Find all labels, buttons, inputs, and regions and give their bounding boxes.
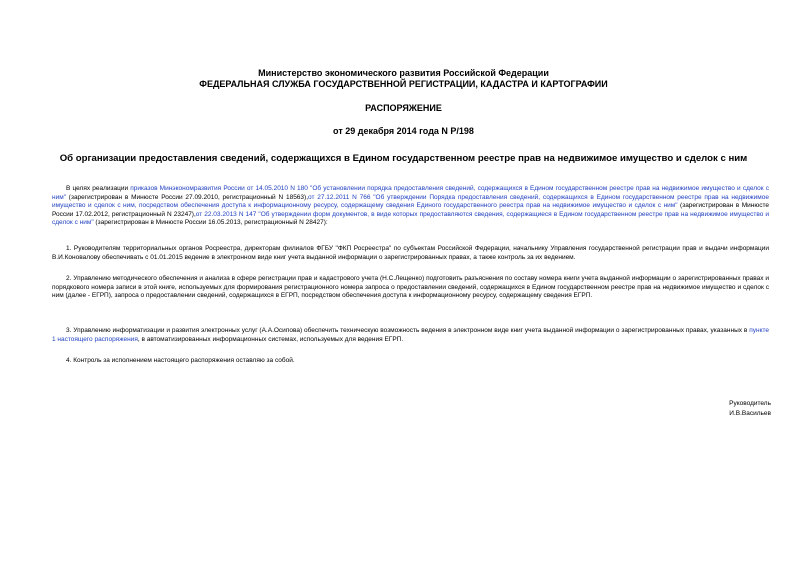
link-order-180[interactable]: приказов Минэкономразвития России от 14.05.2010 N 180 "Об установлении порядка предоставления сведений, содержащихся в Едином государственном реестре прав на недвижимое имущество и сделок с ним" (52, 185, 769, 201)
document-type: РАСПОРЯЖЕНИЕ (365, 103, 442, 113)
item-1-paragraph: 1. Руководителям территориальных органов Росреестра, директорам филиалов ФГБУ "ФКП Росреестра" по субъектам Российской Федерации, начальнику Управления государственной регистрации прав и выдачи информации В.И.Коновалову обеспечивать с 01.01.2015 ведение в электронном виде книг учета выданной информации о зарегистрированных правах, а также контроль за их ведением. (52, 245, 769, 261)
signatory-name: И.В.Васильев (729, 410, 771, 417)
ministry-name: Министерство экономического развития Российской Федерации (258, 68, 549, 78)
preamble-text-2: (зарегистрирован в Минюсте России 27.09.2010, регистрационный N 18563), (66, 193, 309, 201)
link-order-147[interactable]: от 22.03.2013 N 147 "Об утверждении форм документов, в виде которых предоставляются сведения, содержащиеся в Едином государственном реестре прав на недвижимое имущество и сделок с ним" (52, 210, 769, 227)
item-3-paragraph (52, 327, 769, 344)
document-title: Об организации предоставления сведений, содержащихся в Едином государственном реестре прав на недвижимое имущество и сделок с ним (59, 153, 748, 164)
link-item-1[interactable]: пункте 1 настоящего распоряжения (52, 327, 769, 343)
item-2-paragraph: 2. Управлению методического обеспечения и анализа в сфере регистрации прав и кадастрового учета (Н.С.Лещенко) подготовить разъяснения по составу номера книги учета выданной информации о зарегистрированных правах и порядкового номера записи в этой книге, используемых для формирования регистрационного номера запроса о предоставлении сведений, содержащихся в Едином государственном реестре прав на недвижимое имущество и сделок с ним (далее - ЕГРП), запроса о предоставлении сведений, содержащихся в ЕГРП, посредством обеспечения доступа к информационному ресурсу, содержащему сведения ЕГРП. (52, 275, 769, 300)
document-date: от 29 декабря 2014 года N Р/198 (333, 126, 474, 136)
service-name: ФЕДЕРАЛЬНАЯ СЛУЖБА ГОСУДАРСТВЕННОЙ РЕГИСТРАЦИИ, КАДАСТРА И КАРТОГРАФИИ (199, 79, 608, 89)
signature-block (729, 399, 771, 419)
item-3-text-b: , в автоматизированных информационных системах, используемых для ведения ЕГРП. (137, 335, 404, 343)
item-4-paragraph: 4. Контроль за исполнением настоящего распоряжения оставляю за собой. (66, 357, 295, 364)
preamble-text-4: (зарегистрирован в Минюсте России 16.05.2013, регистрационный N 28427): (93, 219, 328, 227)
preamble-text-3: (зарегистрирован в Минюсте России 17.02.2012, регистрационный N 23247), (52, 202, 769, 218)
preamble-paragraph (52, 185, 769, 228)
link-order-766[interactable]: от 27.12.2011 N 766 "Об утверждении Порядка предоставления сведений, содержащихся в Едином государственном реестре прав на недвижимое имущество и сделок с ним, посредством обеспечения доступа к информационному ресурсу, содержащему сведения Единого государственного реестра прав на недвижимое имущество и сделок с ним" (52, 193, 769, 210)
preamble-text-1: В целях реализации (66, 185, 131, 192)
item-3-text-a: 3. Управлению информатизации и развития электронных услуг (А.А.Осипова) обеспечить техническую возможность ведения в электронном виде книг учета выданной информации о зарегистрированных правах, указанных в (66, 327, 750, 334)
signatory-position: Руководитель (729, 400, 771, 407)
